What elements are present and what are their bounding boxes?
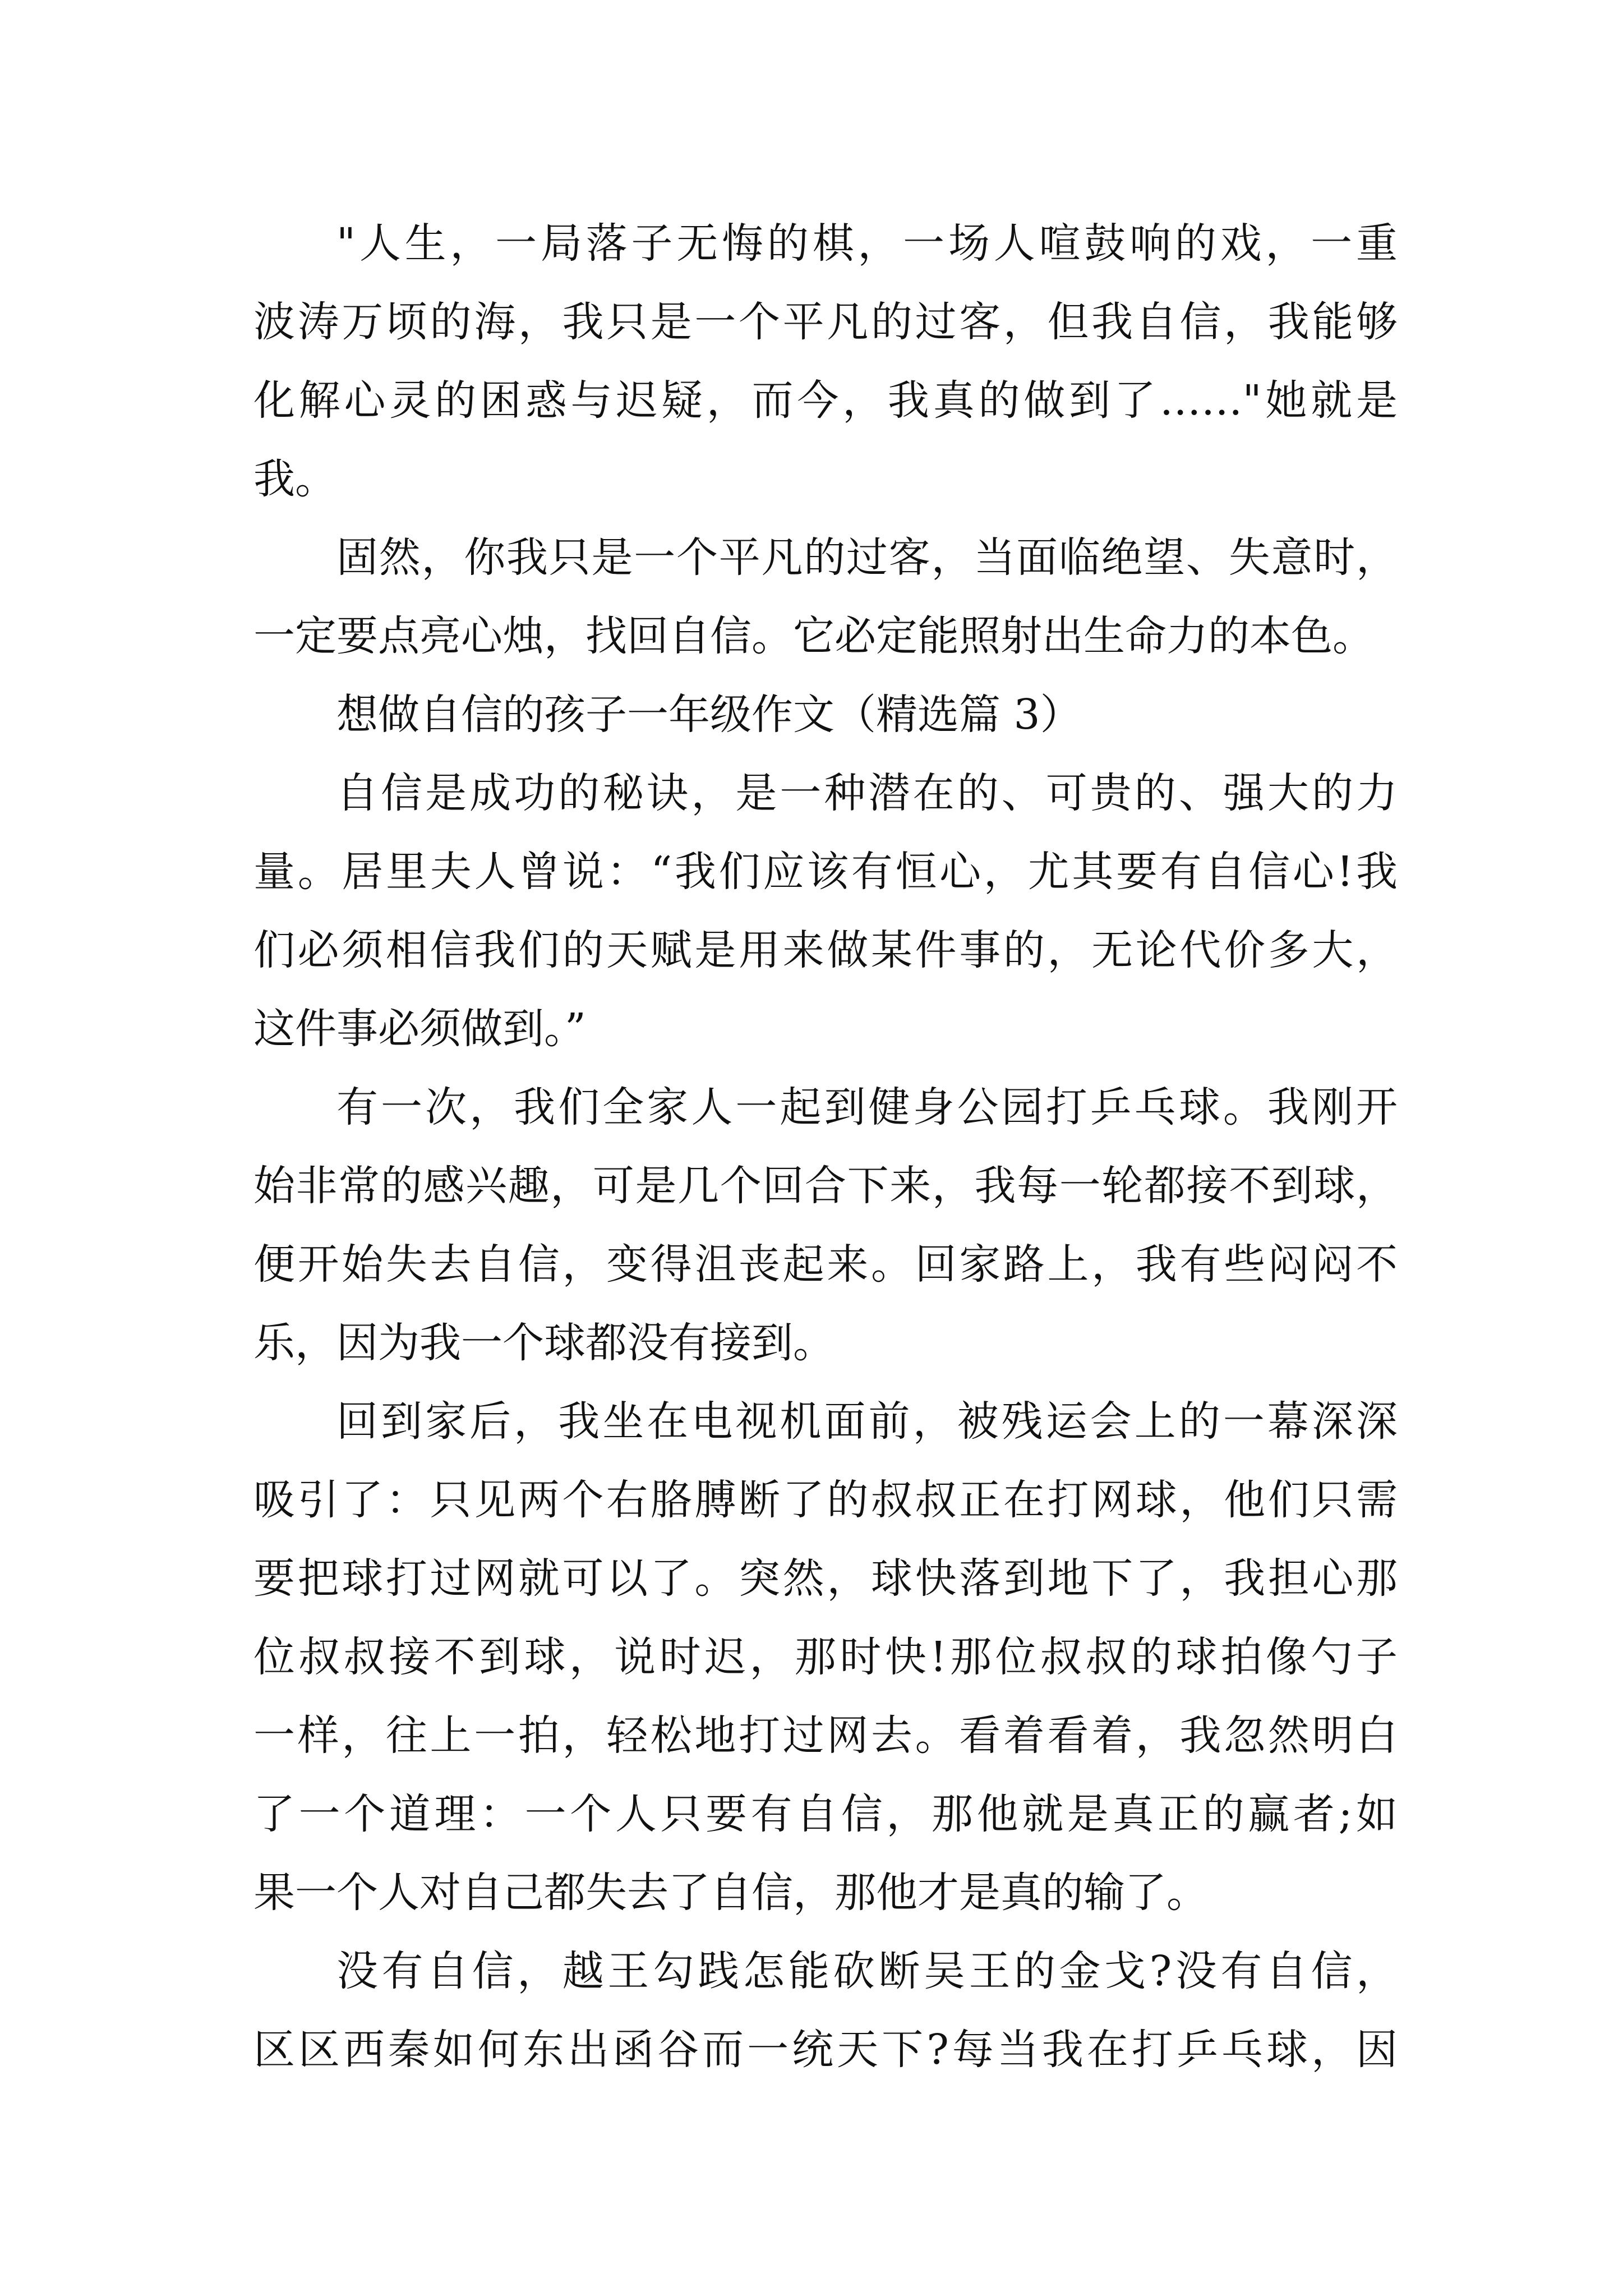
paragraph (253, 1068, 1398, 1382)
text-line: 没有自信，越王勾践怎能砍断吴王的金戈?没有自信， (336, 1947, 1398, 1995)
text-line: 量。居里夫人曾说：“我们应该有恒心，尤其要有自信心!我 (253, 848, 1398, 896)
paragraph (253, 1382, 1398, 1932)
text-line: 始非常的感兴趣，可是几个回合下来，我每一轮都接不到球， (253, 1162, 1398, 1210)
text-line: 果一个人对自己都失去了自信，那他才是真的输了。 (253, 1869, 1208, 1917)
text-line: 了一个道理：一个人只要有自信，那他就是真正的赢者;如 (253, 1790, 1398, 1838)
text-line: 自信是成功的秘诀，是一种潜在的、可贵的、强大的力 (336, 769, 1398, 817)
paragraph (253, 204, 1398, 518)
text-line: 一样，往上一拍，轻松地打过网去。看着看着，我忽然明白 (253, 1711, 1398, 1760)
text-line: 化解心灵的困惑与迟疑，而今，我真的做到了……"她就是 (253, 376, 1398, 425)
section-heading (253, 675, 1398, 754)
text-line: 吸引了：只见两个右胳膊断了的叔叔正在打网球，他们只需 (253, 1476, 1398, 1524)
text-line: 这件事必须做到。” (253, 1005, 586, 1053)
text-line: 区区西秦如何东出函谷而一统天下?每当我在打乒乓球，因 (253, 2026, 1398, 2074)
text-line: 固然，你我只是一个平凡的过客，当面临绝望、失意时， (336, 533, 1398, 582)
text-line: 回到家后，我坐在电视机面前，被残运会上的一幕深深 (336, 1397, 1398, 1446)
text-line: 波涛万顷的海，我只是一个平凡的过客，但我自信，我能够 (253, 298, 1398, 346)
text-line: 一定要点亮心烛，找回自信。它必定能照射出生命力的本色。 (253, 612, 1374, 660)
document-page (253, 204, 1398, 2089)
text-line: 有一次，我们全家人一起到健身公园打乒乓球。我刚开 (336, 1083, 1398, 1131)
paragraph (253, 754, 1398, 1068)
heading-text: 想做自信的孩子一年级作文（精选篇 3） (336, 691, 1082, 739)
text-line: 我。 (253, 455, 336, 503)
text-line: "人生，一局落子无悔的棋，一场人喧鼓响的戏，一重 (336, 219, 1398, 268)
text-line: 要把球打过网就可以了。突然，球快落到地下了，我担心那 (253, 1554, 1398, 1603)
text-line: 们必须相信我们的天赋是用来做某件事的，无论代价多大， (253, 926, 1398, 974)
paragraph (253, 1932, 1398, 2089)
text-line: 乐，因为我一个球都没有接到。 (253, 1319, 834, 1367)
text-line: 位叔叔接不到球，说时迟，那时快!那位叔叔的球拍像勺子 (253, 1633, 1398, 1681)
paragraph (253, 518, 1398, 675)
text-line: 便开始失去自信，变得沮丧起来。回家路上，我有些闷闷不 (253, 1240, 1398, 1289)
